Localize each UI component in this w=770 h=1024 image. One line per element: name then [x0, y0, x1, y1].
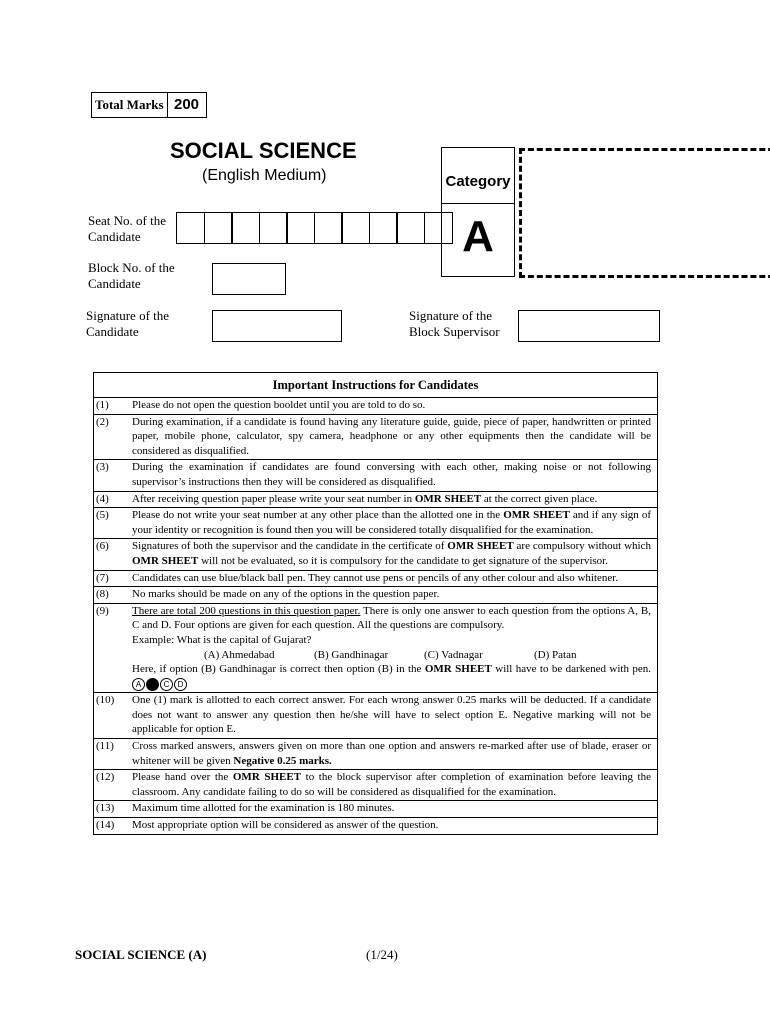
- instruction-text-run: During the examination if candidates are found conversing with each other, making noise or not following supervisor’s instructions then they will be considered as disqualified.: [132, 461, 651, 488]
- supervisor-signature-field[interactable]: [518, 310, 660, 342]
- instruction-text: [132, 604, 657, 693]
- instruction-number: (2): [96, 415, 109, 428]
- instruction-row: [94, 818, 657, 834]
- example-option: (B) Gandhinagar: [314, 648, 389, 661]
- instruction-number: (6): [96, 540, 109, 553]
- supervisor-signature-label: Signature of the Block Supervisor: [409, 308, 500, 339]
- instruction-number: (1): [96, 399, 109, 411]
- instruction-text-run: Here, if option (B) Gandhinagar is correct then option (B) in the: [132, 663, 425, 676]
- instruction-row: [94, 398, 657, 415]
- instruction-text-run: Cross marked answers, answers given on more than one option and answers re-marked after use of blade, eraser or whitener will be given: [132, 740, 651, 767]
- instruction-text-run: After receiving question paper please write your seat number in: [132, 492, 415, 505]
- example-option: (C) Vadnagar: [424, 648, 483, 661]
- category-value: A: [462, 212, 494, 261]
- example-question: Example: What is the capital of Gujarat?: [132, 633, 312, 646]
- example-note: [132, 662, 651, 691]
- instruction-number: (5): [96, 509, 109, 522]
- instruction-text-run: There is only one answer to each question from the options A, B, C and D. Four options are given for each question. All the questions are compulsory.: [132, 604, 651, 632]
- instruction-row: [94, 770, 657, 801]
- instruction-bold: OMR SHEET: [424, 663, 492, 676]
- seat-no-label: Seat No. of the Candidate: [88, 213, 166, 244]
- answer-bubble-icon: D: [174, 678, 187, 691]
- instruction-row: [94, 604, 657, 694]
- instruction-row: [94, 587, 657, 604]
- instruction-number: (4): [96, 492, 109, 505]
- instruction-text-run: will have to be darkened with pen.: [491, 663, 651, 676]
- category-label: Category: [442, 148, 514, 204]
- instruction-row: [94, 739, 657, 770]
- seat-no-boxes[interactable]: [176, 212, 451, 244]
- instruction-text-run: Please do not write your seat number at any other place than the allotted one in the: [132, 509, 504, 522]
- instruction-row: [94, 508, 657, 539]
- instruction-bold: OMR SHEET: [232, 771, 302, 784]
- instruction-text: [132, 801, 657, 817]
- instruction-text: [132, 818, 657, 834]
- instruction-text: [132, 415, 657, 460]
- instruction-number: (10): [96, 694, 115, 707]
- instruction-row: [94, 415, 657, 461]
- instruction-number: (12): [96, 771, 115, 784]
- barcode-area: [519, 148, 770, 278]
- instruction-number: (8): [96, 588, 109, 601]
- seat-digit-box[interactable]: [204, 212, 233, 244]
- instruction-number: (14): [96, 819, 115, 832]
- answer-bubble-icon: C: [160, 678, 173, 691]
- instruction-text-run: Most appropriate option will be considered as answer of the question.: [132, 819, 439, 832]
- instruction-text-run: Please hand over the: [132, 771, 233, 784]
- candidate-signature-field[interactable]: [212, 310, 342, 342]
- seat-digit-box[interactable]: [176, 212, 205, 244]
- instruction-underlined: There are total 200 questions in this question paper.: [132, 604, 361, 617]
- instruction-text: [132, 398, 657, 414]
- instruction-bold: OMR SHEET: [447, 540, 514, 553]
- instruction-text-run: to the block supervisor after completion of examination before leaving the classroom. Any candidate failing to do so will be considered as disqualified for the examination.: [132, 771, 651, 798]
- example-options: [132, 648, 651, 663]
- instruction-row: [94, 492, 657, 509]
- instruction-number: (9): [96, 604, 109, 617]
- instruction-text: [132, 492, 657, 508]
- instruction-number: (3): [96, 461, 109, 474]
- seat-digit-box[interactable]: [396, 212, 425, 244]
- instruction-row: [94, 693, 657, 739]
- seat-digit-box[interactable]: [369, 212, 398, 244]
- instruction-row: [94, 801, 657, 818]
- instruction-text-run: Maximum time allotted for the examination is 180 minutes.: [132, 802, 395, 815]
- instruction-text-run: One (1) mark is allotted to each correct answer. For each wrong answer 0.25 marks will be deducted. If a candidate does not want to answer any question then he/she will have to select option E. Negative marking will not be applicable for option E.: [132, 694, 651, 736]
- total-marks-label: Total Marks: [92, 93, 168, 117]
- instruction-text-run: During examination, if a candidate is found having any literature guide, guide, piece of paper, handwritten or printed paper, mobile phone, calculator, spy camera, headphone or any other equipments then the candidate will be considered as disqualified.: [132, 415, 651, 457]
- total-marks-box: [91, 92, 207, 118]
- instruction-bold: OMR SHEET: [414, 492, 482, 505]
- seat-digit-box[interactable]: [259, 212, 288, 244]
- instruction-text: [132, 693, 657, 738]
- candidate-signature-label: Signature of the Candidate: [86, 308, 170, 339]
- example-option: (D) Patan: [534, 648, 577, 661]
- instruction-row: [94, 460, 657, 491]
- instruction-text-run: will not be evaluated, so it is compulsory for the candidate to get signature of the supervisor.: [198, 554, 608, 567]
- seat-digit-box[interactable]: [286, 212, 315, 244]
- instruction-text-run: and if any sign of your identity or recognition is found then you will be considered totally disqualified for the examination.: [132, 509, 651, 536]
- page-subtitle: (English Medium): [202, 167, 327, 184]
- seat-digit-box[interactable]: [231, 212, 260, 244]
- instruction-number: (7): [96, 571, 109, 584]
- instruction-text-run: are compulsory without which: [513, 540, 651, 553]
- answer-bubble-icon: A: [132, 678, 145, 691]
- page-number: (1/24): [366, 947, 398, 962]
- instruction-text-run: Please do not open the question booldet until you are told to do so.: [132, 399, 426, 411]
- instruction-bold: OMR SHEET: [503, 509, 570, 522]
- total-marks-value: 200: [173, 96, 200, 113]
- instruction-text: [132, 539, 657, 569]
- instruction-row: [94, 539, 657, 570]
- instructions-heading: Important Instructions for Candidates: [94, 373, 657, 398]
- instruction-text: [132, 587, 657, 603]
- instruction-number: (13): [96, 802, 115, 815]
- instruction-text: [132, 739, 657, 769]
- page-title: SOCIAL SCIENCE: [170, 138, 357, 163]
- instruction-text-run: Signatures of both the supervisor and the candidate in the certificate of: [132, 540, 448, 553]
- instruction-bold: OMR SHEET: [132, 554, 199, 567]
- instruction-text: [132, 770, 657, 800]
- instructions-table: [93, 372, 658, 835]
- instruction-text: [132, 460, 657, 490]
- instruction-row: [94, 571, 657, 588]
- instruction-text: [132, 571, 657, 587]
- instruction-number: (11): [96, 740, 114, 753]
- seat-digit-box[interactable]: [314, 212, 343, 244]
- instruction-text-run: No marks should be made on any of the options in the question paper.: [132, 588, 440, 601]
- instruction-text: [132, 508, 657, 538]
- instruction-text-run: at the correct given place.: [481, 492, 598, 505]
- footer-subject: SOCIAL SCIENCE (A): [75, 947, 207, 962]
- example-option: (A) Ahmedabad: [204, 648, 275, 661]
- block-no-label: Block No. of the Candidate: [88, 260, 175, 291]
- seat-digit-box[interactable]: [424, 212, 453, 244]
- instruction-bold: Negative 0.25 marks.: [233, 754, 332, 767]
- answer-bubble-icon: B: [146, 678, 159, 691]
- block-no-field[interactable]: [212, 263, 286, 295]
- seat-digit-box[interactable]: [341, 212, 370, 244]
- instruction-text-run: Candidates can use blue/black ball pen. They cannot use pens or pencils of any other colour and also whitener.: [132, 571, 619, 584]
